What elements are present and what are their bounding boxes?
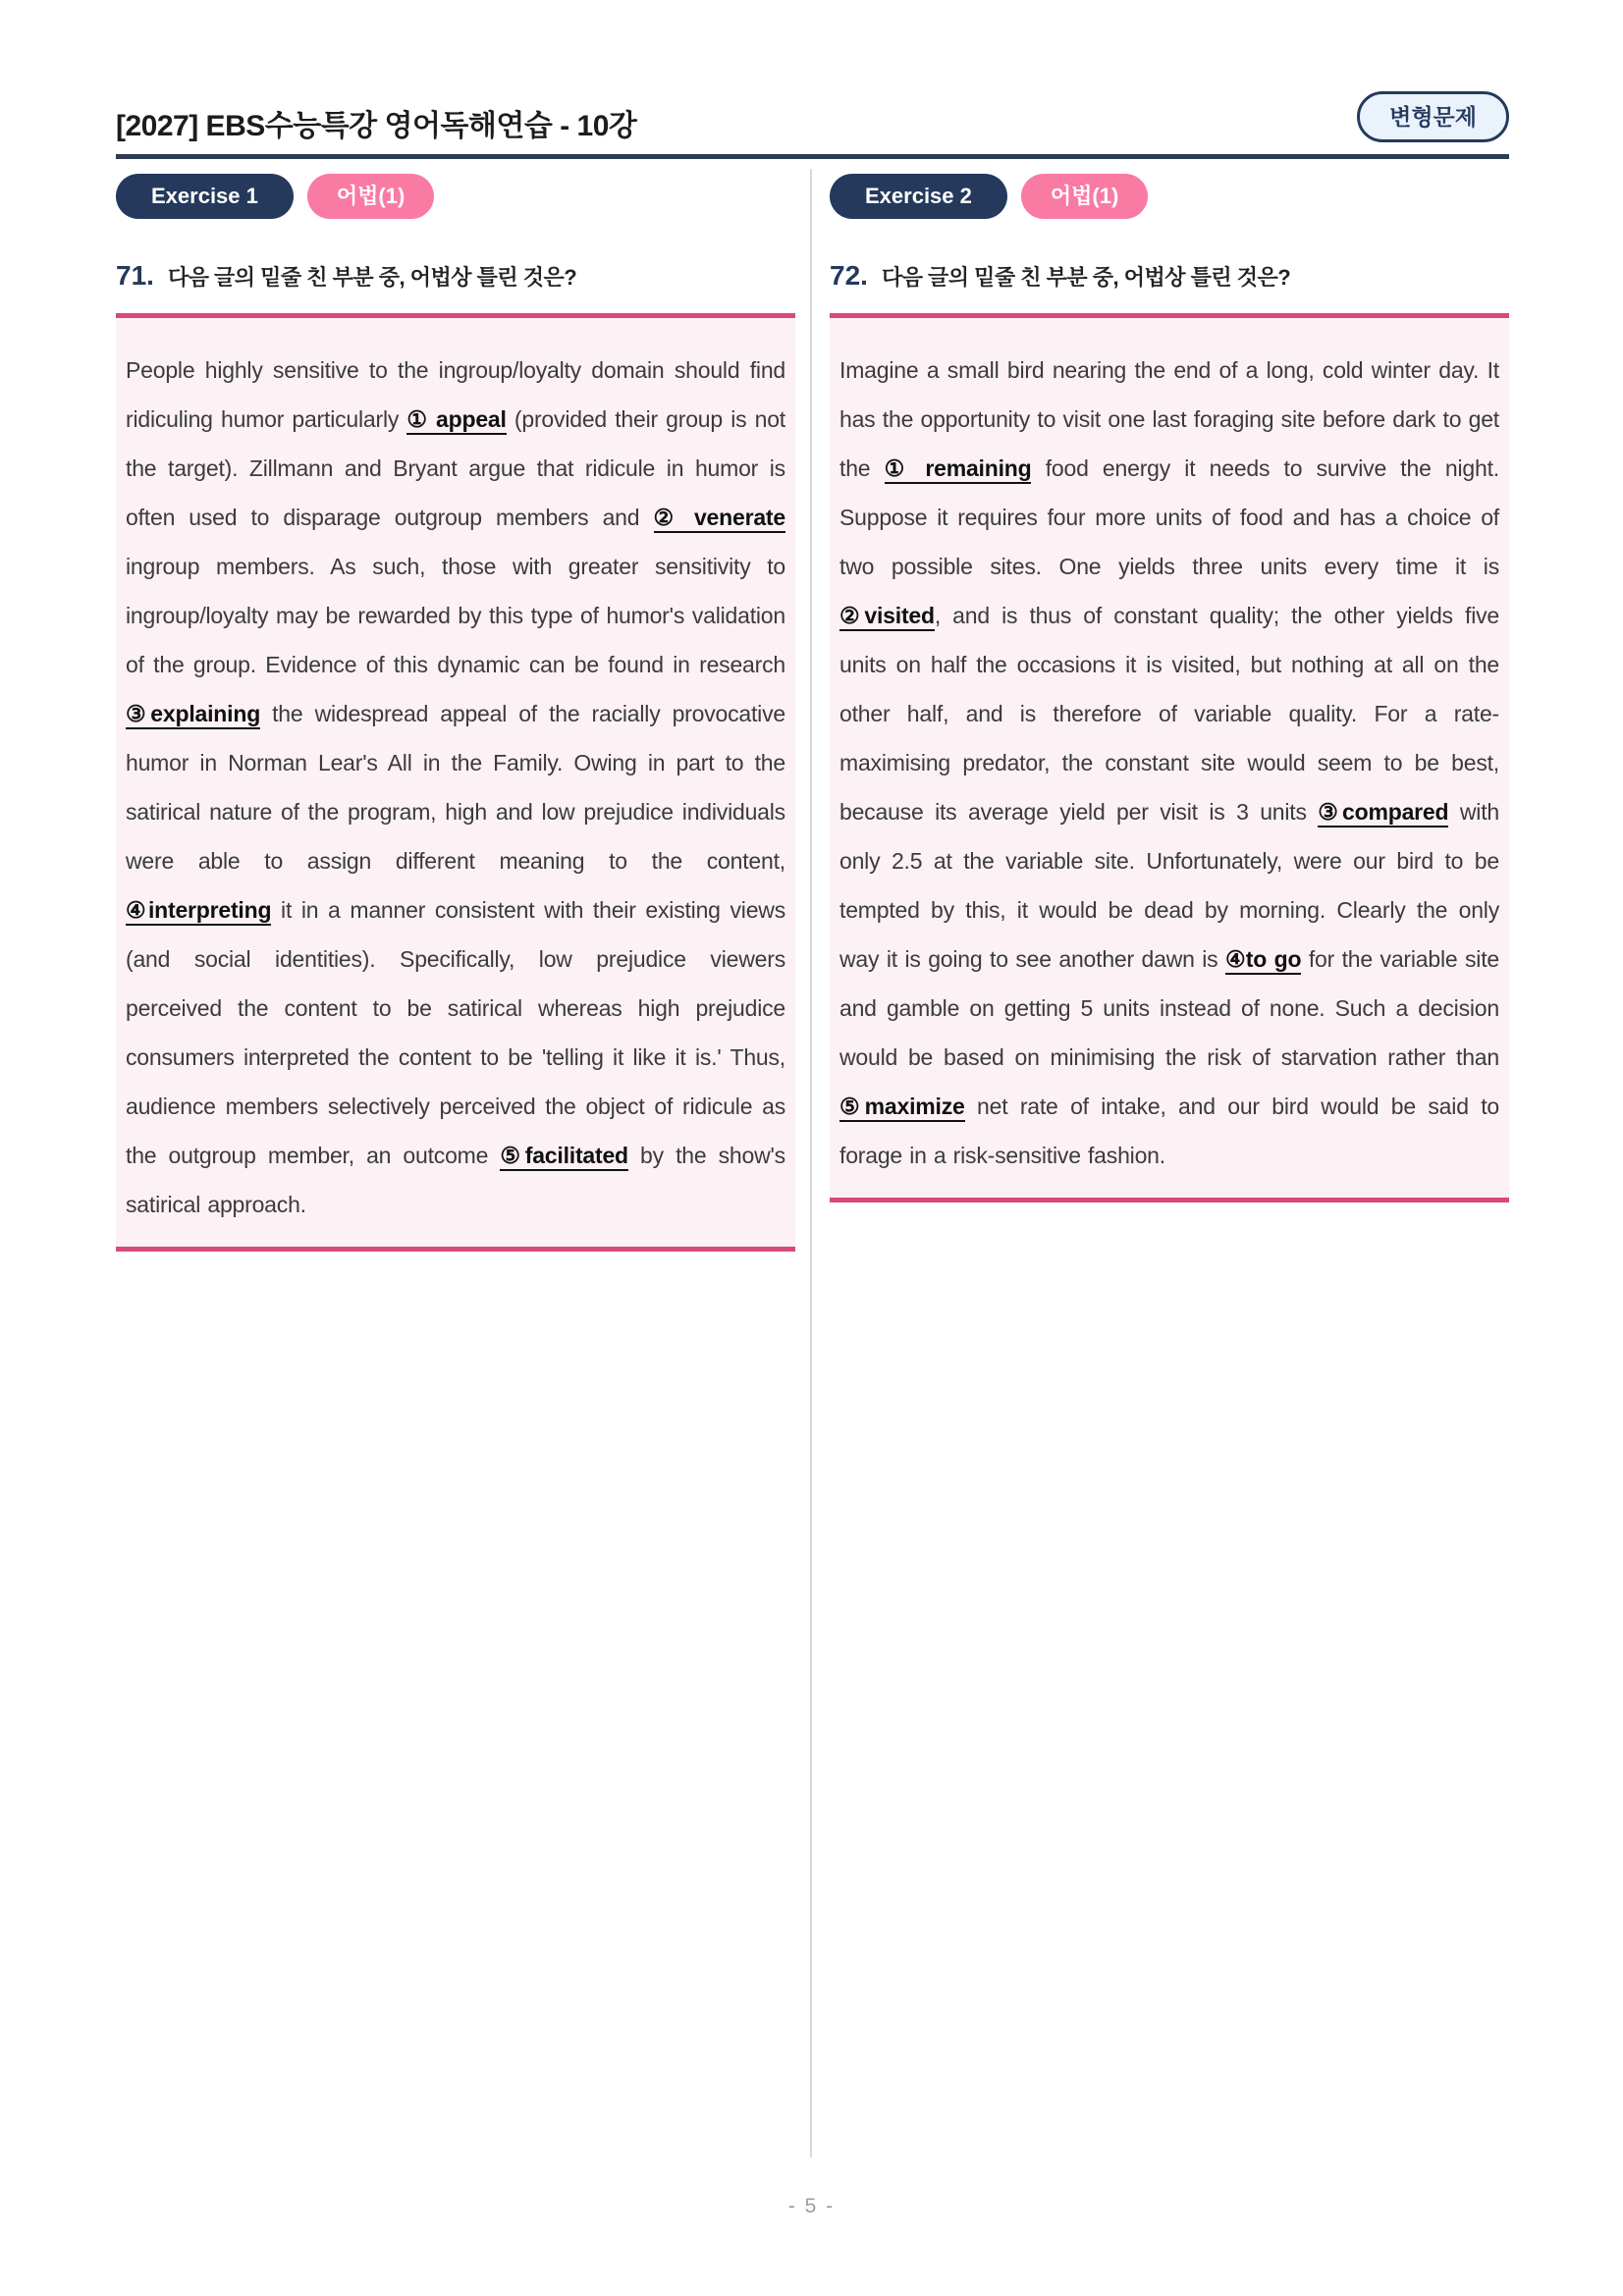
question-71-passage-box — [116, 313, 795, 1252]
question-72-passage — [839, 346, 1499, 1180]
question-71-row — [116, 260, 576, 292]
question-71-text: 다음 글의 밑줄 친 부분 중, 어법상 틀린 것은? — [167, 265, 577, 290]
passage-text: by the show's satirical approach. — [126, 1143, 785, 1217]
exercise-2-grammar-tag: 어법(1) — [1021, 174, 1148, 219]
choice-3-underlined: ③explaining — [126, 701, 260, 729]
question-71-number: 71. — [116, 260, 154, 291]
column-divider — [810, 169, 812, 2158]
exercise-2-badge: Exercise 2 — [830, 174, 1007, 219]
header-rule — [116, 154, 1509, 159]
question-72-passage-box — [830, 313, 1509, 1202]
question-72-number: 72. — [830, 260, 868, 291]
choice-3-underlined: ③compared — [1318, 799, 1448, 828]
page-number: - 5 - — [787, 2195, 836, 2217]
choice-1-underlined: ① appeal — [406, 406, 506, 435]
passage-text: the widespread appeal of the racially provocative humor in Norman Lear's All in the Family. Owing in part to the satirical nature of the program, high and low prejudice individuals were able to assign different meaning to the content, — [126, 701, 785, 874]
passage-text: net rate of intake, and our bird would be said to forage in a risk-sensitive fashion. — [839, 1094, 1499, 1168]
exercise-1-badge: Exercise 1 — [116, 174, 294, 219]
passage-text: People highly sensitive to the ingroup/loyalty domain should find ridiculing humor particularly — [126, 357, 785, 432]
variant-problem-badge: 변형문제 — [1357, 91, 1509, 142]
exercise-1-grammar-tag: 어법(1) — [307, 174, 434, 219]
choice-4-underlined: ④interpreting — [126, 897, 271, 926]
page-title: [2027] EBS수능특강 영어독해연습 - 10강 — [116, 110, 637, 142]
question-72-text: 다음 글의 밑줄 친 부분 중, 어법상 틀린 것은? — [881, 265, 1291, 290]
passage-text: , and is thus of constant quality; the other yields five units on half the occasions it is visited, but nothing at all on the other half, and is therefore of variable quality. For a rate-maximising predator, the constant site would seem to be best, because its average yield per visit is 3 units — [839, 603, 1499, 825]
choice-4-underlined: ④to go — [1225, 946, 1301, 975]
choice-1-underlined: ① remaining — [885, 455, 1032, 484]
passage-text: (provided their group is not the target). Zillmann and Bryant argue that ridicule in humor is often used to disparage outgroup members and — [126, 406, 785, 530]
choice-5-underlined: ⑤facilitated — [500, 1143, 628, 1171]
question-71-passage — [126, 346, 785, 1229]
passage-text: ingroup members. As such, those with greater sensitivity to ingroup/loyalty may be rewarded by this type of humor's validation of the group. Evidence of this dynamic can be found in research — [126, 554, 785, 677]
exercise-2-badge-row — [830, 174, 1509, 219]
passage-text: it in a manner consistent with their existing views (and social identities). Specifically, low prejudice viewers perceived the content to be satirical whereas high prejudice consumers interpreted the content to be 'telling it like it is.' Thus, audience members selectively perceived the object of ridicule as the outgroup member, an outcome — [126, 897, 785, 1168]
choice-5-underlined: ⑤maximize — [839, 1094, 965, 1122]
exercise-2-column — [830, 174, 1509, 1168]
choice-2-underlined: ②visited — [839, 603, 935, 631]
question-72-row — [830, 260, 1290, 292]
passage-text: with only 2.5 at the variable site. Unfortunately, were our bird to be tempted by this, it would be dead by morning. Clearly the only way it is going to see another dawn is — [839, 799, 1499, 972]
passage-text: food energy it needs to survive the night. Suppose it requires four more units of food and has a choice of two possible sites. One yields three units every time it is — [839, 455, 1499, 579]
passage-text: Imagine a small bird nearing the end of a long, cold winter day. It has the opportunity to visit one last foraging site before dark to get the — [839, 357, 1499, 481]
exercise-1-badge-row — [116, 174, 795, 219]
passage-text: for the variable site and gamble on getting 5 units instead of none. Such a decision would be based on minimising the risk of starvation rather than — [839, 946, 1499, 1070]
exercise-1-column — [116, 174, 795, 1217]
choice-2-underlined: ② venerate — [654, 505, 785, 533]
